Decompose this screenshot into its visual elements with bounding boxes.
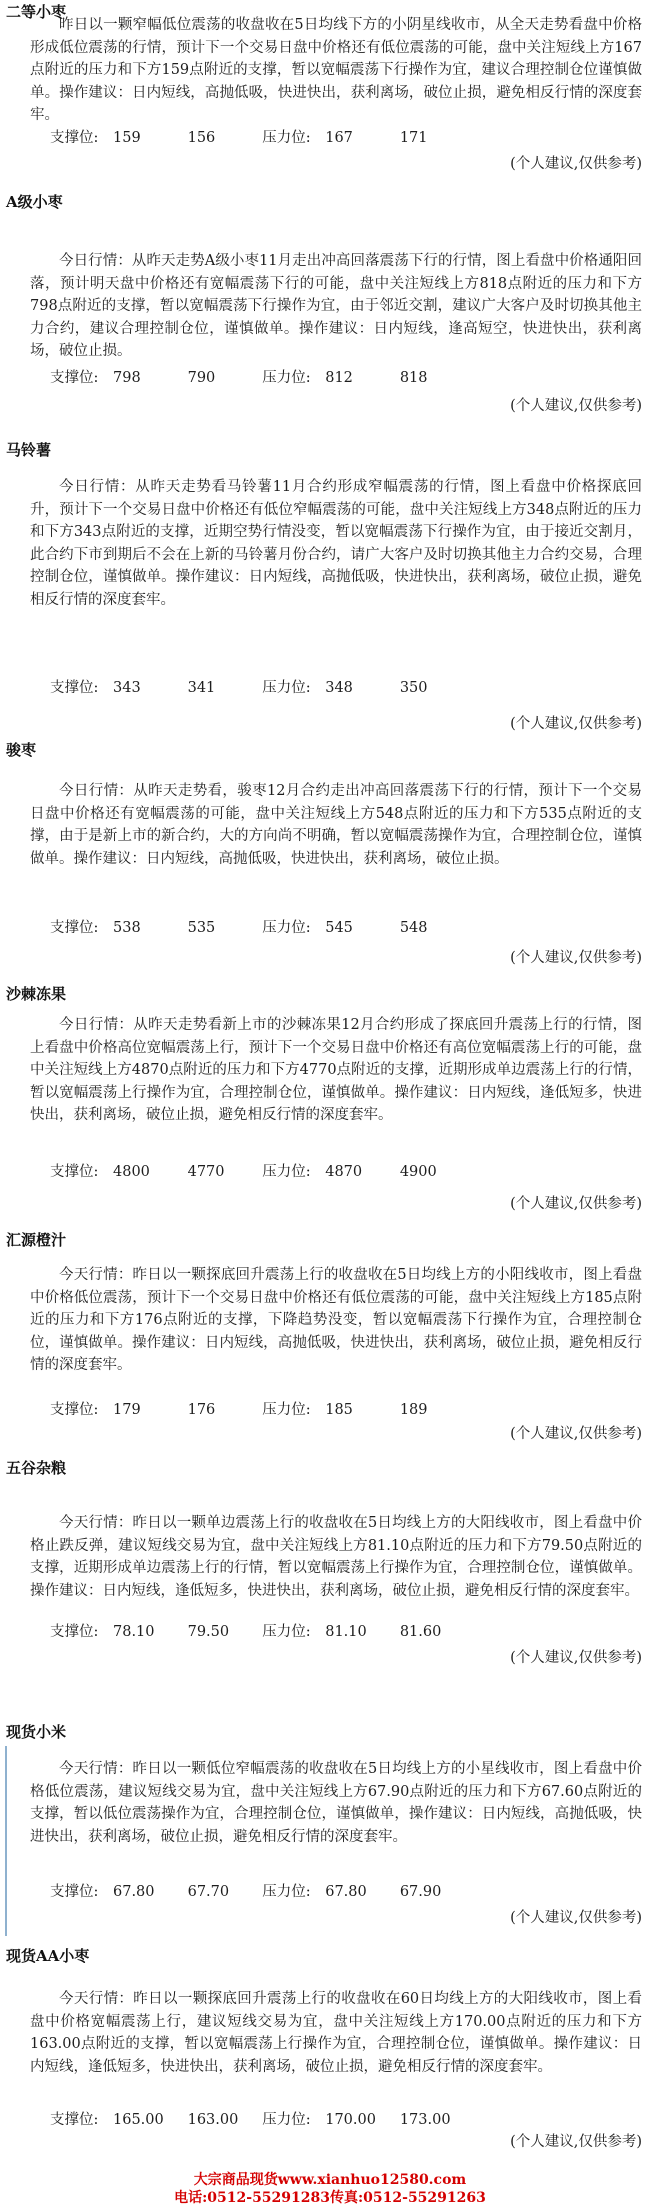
pressure-value: 185 — [325, 1402, 353, 1418]
support-label: 支撑位: — [50, 1402, 99, 1418]
pressure-value: 67.80 — [325, 1884, 367, 1900]
pressure-value: 173.00 — [399, 2112, 451, 2128]
support-value: 165.00 — [113, 2112, 164, 2128]
support-value: 341 — [187, 680, 216, 696]
support-value: 179 — [113, 1402, 141, 1418]
support-label: 支撑位: — [50, 680, 99, 696]
support-value: 4770 — [187, 1164, 225, 1180]
pressure-value: 4870 — [325, 1164, 363, 1180]
pressure-value: 545 — [325, 920, 353, 936]
support-value: 538 — [113, 920, 141, 936]
pressure-value: 189 — [399, 1402, 428, 1418]
pressure-value: 4900 — [399, 1164, 437, 1180]
support-value: 79.50 — [187, 1624, 230, 1640]
pressure-label: 压力位: — [262, 1624, 311, 1640]
support-value: 176 — [187, 1402, 216, 1418]
pressure-value: 81.60 — [399, 1624, 442, 1640]
support-label: 支撑位: — [50, 370, 99, 386]
pressure-label: 压力位: — [262, 1164, 311, 1180]
pressure-value: 81.10 — [325, 1624, 367, 1640]
section-paragraph: 今天行情：昨日以一颗低位窄幅震荡的收盘收在5日均线上方的小星线收市，图上看盘中价格低位震荡，建议短线交易为宜，盘中关注短线上方67.90点附近的压力和下方67.60点附近的支撑，暂以低位震荡操作为宜，合理控制仓位，谨慎做单，操作建议：日内短线，高抛低吸，快进快出，获利离场，破位止损，避免相反行情的深度套牢。 — [30, 1761, 642, 1845]
disclaimer-note: (个人建议,仅供参考) — [510, 950, 642, 966]
pressure-label: 压力位: — [262, 130, 311, 146]
section-paragraph: 今日行情：从昨天走势看新上市的沙棘冻果12月合约形成了探底回升震荡上行的行情，图上看盘中价格高位宽幅震荡上行，预计下一个交易日盘中价格还有高位宽幅震荡上行的可能，盘中关注短线上方4870点附近的压力和下方4770点附近的支撑，近期形成单边震荡上行的行情，暂以宽幅震荡上行操作为宜，合理控制仓位，谨慎做单。操作建议：日内短线，逢低短多，快进快出，获利离场，破位止损，避免相反行情的深度套牢。 — [30, 1017, 642, 1123]
price-levels — [50, 1882, 470, 1902]
section-title: 沙棘冻果 — [6, 985, 67, 1003]
footer-contact-line: 电话:0512-55291283传真:0512-55291263 — [174, 2190, 486, 2206]
section-paragraph: 今日行情：从昨天走势A级小枣11月走出冲高回落震荡下行的行情，图上看盘中价格通阳回落，预计明天盘中价格还有宽幅震荡下行的可能，盘中关注短线上方818点附近的压力和下方798点附近的支撑，暂以宽幅震荡下行操作为宜，由于邻近交割，建议广大客户及时切换其他主力合约，建议合理控制仓位，谨慎做单。操作建议：日内短线，逢高短空，快进快出，获利离场，破位止损。 — [30, 253, 642, 359]
pressure-value: 818 — [399, 370, 428, 386]
disclaimer-note: (个人建议,仅供参考) — [510, 156, 642, 172]
support-label: 支撑位: — [50, 1164, 99, 1180]
section-title: 二等小枣 — [6, 3, 67, 21]
section-paragraph: 今日行情：从昨天走势看，骏枣12月合约走出冲高回落震荡下行的行情，预计下一个交易日盘中价格还有宽幅震荡的可能，盘中关注短线上方548点附近的压力和下方535点附近的支撑，由于是新上市的新合约，大的方向尚不明确，暂以宽幅震荡操作为宜，合理控制仓位，谨慎做单。操作建议：日内短线，高抛低吸，快进快出，获利离场，破位止损。 — [30, 783, 642, 867]
pressure-value: 171 — [399, 130, 428, 146]
support-value: 4800 — [113, 1164, 150, 1180]
disclaimer-note: (个人建议,仅供参考) — [510, 1196, 642, 1212]
price-levels — [50, 368, 470, 388]
section-title: 现货AA小枣 — [6, 1947, 90, 1965]
support-value: 343 — [113, 680, 141, 696]
pressure-label: 压力位: — [262, 370, 311, 386]
support-value: 156 — [187, 130, 216, 146]
section-paragraph: 今日行情：从昨天走势看马铃薯11月合约形成窄幅震荡的行情，图上看盘中价格探底回升，预计下一个交易日盘中价格还有低位窄幅震荡的可能，盘中关注短线上方348点附近的压力和下方343点附近的支撑，近期空势行情没变，暂以宽幅震荡下行操作为宜，由于接近交割月，此合约下市到期后不会在上新的马铃薯月份合约，请广大客户及时切换其他主力合约交易，合理控制仓位，谨慎做单。操作建议：日内短线，高抛低吸，快进快出，获利离场，破位止损，避免相反行情的深度套牢。 — [30, 479, 642, 608]
support-value: 78.10 — [113, 1624, 155, 1640]
pressure-label: 压力位: — [262, 1402, 311, 1418]
disclaimer-note: (个人建议,仅供参考) — [510, 716, 642, 732]
price-levels — [50, 678, 470, 698]
disclaimer-note: (个人建议,仅供参考) — [510, 398, 642, 414]
section-title: 汇源橙汁 — [6, 1231, 67, 1249]
support-label: 支撑位: — [50, 130, 99, 146]
pressure-label: 压力位: — [262, 2112, 311, 2128]
section-paragraph: 今天行情：昨日以一颗单边震荡上行的收盘收在5日均线上方的大阳线收市，图上看盘中价格止跌反弹，建议短线交易为宜，盘中关注短线上方81.10点附近的压力和下方79.50点附近的支撑，近期形成单边震荡上行的行情，暂以宽幅震荡上行操作为宜，合理控制仓位，谨慎做单。操作建议：日内短线，逢低短多，快进快出，获利离场，破位止损，避免相反行情的深度套牢。 — [30, 1515, 642, 1599]
support-value: 790 — [187, 370, 216, 386]
pressure-value: 350 — [399, 680, 428, 696]
disclaimer-note: (个人建议,仅供参考) — [510, 1650, 642, 1666]
footer-site-line: 大宗商品现货www.xianhuo12580.com — [193, 2172, 467, 2188]
pressure-value: 170.00 — [325, 2112, 376, 2128]
section-paragraph: 昨日以一颗窄幅低位震荡的收盘收在5日均线下方的小阴星线收市，从全天走势看盘中价格形成低位震荡的行情，预计下一个交易日盘中价格还有低位震荡的可能，盘中关注短线上方167点附近的压力和下方159点附近的支撑，暂以宽幅震荡下行操作为宜，建议合理控制仓位谨慎做单。操作建议：日内短线，高抛低吸，快进快出，获利离场，破位止损，避免相反行情的深度套牢。 — [30, 17, 642, 123]
pressure-value: 67.90 — [399, 1884, 442, 1900]
quote-bar — [5, 1746, 7, 1936]
price-levels — [50, 918, 470, 938]
pressure-label: 压力位: — [262, 680, 311, 696]
section-title: 五谷杂粮 — [6, 1459, 67, 1477]
disclaimer-note: (个人建议,仅供参考) — [510, 1426, 642, 1442]
price-levels — [50, 1162, 470, 1182]
price-levels — [50, 128, 470, 148]
support-label: 支撑位: — [50, 920, 99, 936]
pressure-value: 348 — [325, 680, 353, 696]
section-title: A级小枣 — [6, 193, 63, 211]
pressure-value: 812 — [325, 370, 353, 386]
pressure-label: 压力位: — [262, 1884, 311, 1900]
section-paragraph: 今天行情：昨日以一颗探底回升震荡上行的收盘收在60日均线上方的大阳线收市，图上看盘中价格宽幅震荡上行，建议短线交易为宜，盘中关注短线上方170.00点附近的压力和下方163.00点附近的支撑，暂以宽幅震荡上行操作为宜，合理控制仓位，谨慎做单。操作建议：日内短线，逢低短多，快进快出，获利离场，破位止损，避免相反行情的深度套牢。 — [30, 1991, 642, 2075]
disclaimer-note: (个人建议,仅供参考) — [510, 1910, 642, 1926]
support-value: 163.00 — [187, 2112, 239, 2128]
support-label: 支撑位: — [50, 1624, 99, 1640]
support-label: 支撑位: — [50, 1884, 99, 1900]
price-levels — [50, 2110, 470, 2130]
price-levels — [50, 1622, 470, 1642]
support-label: 支撑位: — [50, 2112, 99, 2128]
section-paragraph: 今天行情：昨日以一颗探底回升震荡上行的收盘收在5日均线上方的小阳线收市，图上看盘中价格低位震荡，预计下一个交易日盘中价格还有低位震荡的可能，盘中关注短线上方185点附近的压力和下方176点附近的支撑，下降趋势没变，暂以宽幅震荡下行操作为宜，合理控制仓位，谨慎做单。操作建议：日内短线，高抛低吸，快进快出，获利离场，破位止损，避免相反行情的深度套牢。 — [30, 1267, 642, 1373]
support-value: 798 — [113, 370, 141, 386]
section-title: 马铃薯 — [6, 441, 52, 459]
pressure-label: 压力位: — [262, 920, 311, 936]
support-value: 67.80 — [113, 1884, 155, 1900]
section-title: 现货小米 — [6, 1723, 67, 1741]
pressure-value: 548 — [399, 920, 428, 936]
support-value: 535 — [187, 920, 216, 936]
disclaimer-note: (个人建议,仅供参考) — [510, 2134, 642, 2150]
support-value: 159 — [113, 130, 141, 146]
support-value: 67.70 — [187, 1884, 230, 1900]
section-title: 骏枣 — [6, 741, 37, 759]
pressure-value: 167 — [325, 130, 353, 146]
price-levels — [50, 1400, 470, 1420]
